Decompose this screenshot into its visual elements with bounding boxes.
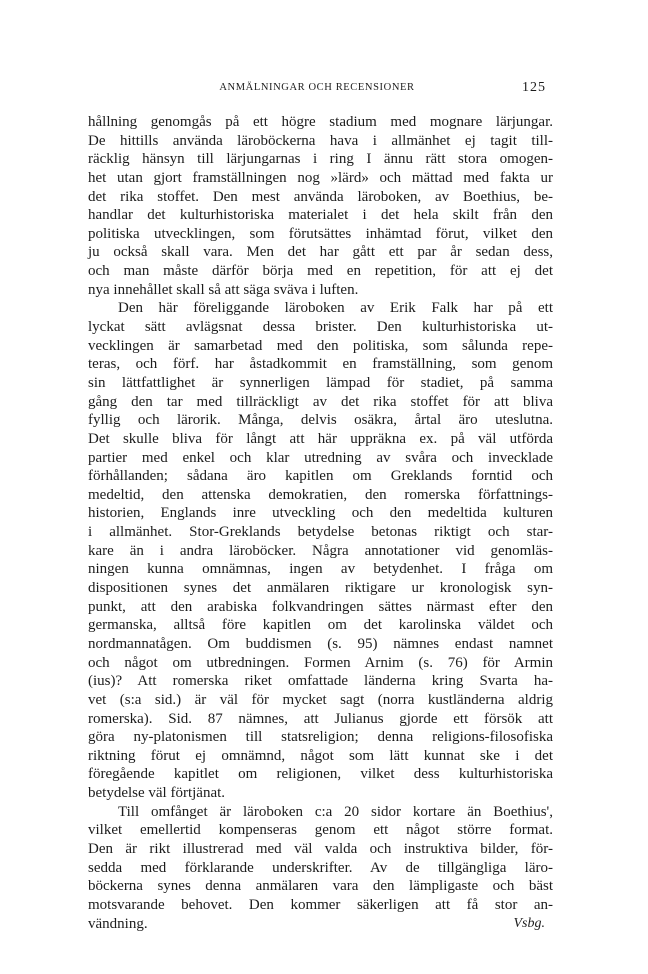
body-text bbox=[88, 113, 553, 933]
reviewer-signature: Vsbg. bbox=[513, 915, 545, 931]
text-line: motsvarande behovet. Den kommer säkerligen att få stor an- bbox=[88, 896, 553, 913]
text-line: het utan gjort framställningen nog »lärd» och mättad med fakta ur bbox=[88, 169, 553, 186]
text-line: lyckat sätt avlägsnat dessa brister. Den kulturhistoriska ut- bbox=[88, 319, 553, 336]
text-line: partier med enkel och klar utredning av svåra och invecklade bbox=[88, 449, 553, 466]
text-line-final: vändning. bbox=[88, 915, 148, 932]
text-line: och något om utbredningen. Formen Arnim (s. 76) för Armin bbox=[88, 654, 553, 671]
text-line: sedda med förklarande underskrifter. Av de tillgängliga läro- bbox=[88, 859, 553, 876]
text-line: vilket emellertid kompenseras genom ett något större format. bbox=[88, 822, 553, 839]
text-line: teras, och förf. har åstadkommit en framställning, som genom bbox=[88, 356, 553, 373]
text-line: hållning genomgås på ett högre stadium med mognare lärjungar. bbox=[88, 114, 553, 130]
text-line: punkt, att den arabiska folkvandringen sättes närmast efter den bbox=[88, 598, 553, 615]
text-line: nya innehållet skall så att säga sväva i luften. bbox=[88, 281, 359, 298]
text-line: germanska, alltså före kapitlen om det karolinska väldet och bbox=[88, 617, 553, 634]
text-line: sin lättfattlighet är synnerligen lämpad för stadiet, på samma bbox=[88, 374, 553, 391]
text-line: vecklingen är samarbetad med den politiska, som sålunda repe- bbox=[88, 337, 553, 354]
text-line: gång den tar med tillräckligt av det rika stoffet för att bliva bbox=[88, 393, 553, 410]
text-line: göra ny-platonismen till statsreligion; denna religions-filosofiska bbox=[88, 729, 553, 746]
text-line: Det skulle bliva för långt att här uppräkna ex. på väl utförda bbox=[88, 430, 553, 447]
text-line: förhållanden; sådana äro kapitlen om Greklands forntid och bbox=[88, 468, 553, 485]
text-line: kare än i andra läroböcker. Några annotationer vid genomläs- bbox=[88, 542, 553, 559]
text-line: riktning förut ej omnämnd, något som lätt kunnat ske i det bbox=[88, 747, 553, 764]
text-line: nordmannatågen. Om buddismen (s. 95) nämnes endast namnet bbox=[88, 635, 553, 652]
text-line: (ius)? Att romerska riket omfattade länderna kring Svarta ha- bbox=[88, 673, 553, 690]
text-line: dispositionen synes det anmälaren riktigare ur kronologisk syn- bbox=[88, 580, 553, 597]
text-line: romerska). Sid. 87 nämnes, att Julianus gjorde ett försök att bbox=[88, 710, 553, 727]
text-line: fyllig och lärorik. Många, delvis osäkra, årtal äro uteslutna. bbox=[88, 412, 553, 429]
running-title: ANMÄLNINGAR OCH RECENSIONER bbox=[219, 82, 415, 93]
text-line: Den här föreliggande läroboken av Erik Falk har på ett bbox=[118, 300, 553, 317]
text-line: betydelse väl förtjänat. bbox=[88, 785, 226, 802]
text-line: politiska utvecklingen, som förutsättes inhämtad förut, vilket den bbox=[88, 225, 553, 242]
text-line: Den är rikt illustrerad med väl valda och instruktiva bilder, för- bbox=[88, 840, 553, 857]
text-line: i allmänhet. Stor-Greklands betydelse betonas riktigt och star- bbox=[88, 524, 553, 541]
text-line: det rika stoffet. Den mest använda läroboken, av Boethius, be- bbox=[88, 188, 553, 205]
text-line: historien, Englands inre utveckling och den medeltida kulturen bbox=[88, 505, 553, 522]
text-line: Till omfånget är läroboken c:a 20 sidor kortare än Boethius', bbox=[118, 803, 553, 820]
text-line bbox=[88, 915, 553, 934]
text-line: ju också skall vara. Men det har gått ett par år sedan dess, bbox=[88, 244, 553, 261]
text-line: De hittills använda läroböckerna hava i allmänhet ej tagit till- bbox=[88, 132, 553, 149]
text-line: vet (s:a sid.) är väl för mycket sagt (norra kustländerna aldrig bbox=[88, 691, 553, 708]
text-line: handlar det kulturhistoriska materialet i det hela skilt från den bbox=[88, 207, 553, 224]
text-line: föregående kapitlet om religionen, vilket dess kulturhistoriska bbox=[88, 766, 553, 783]
page-number: 125 bbox=[522, 80, 546, 95]
text-line: medeltid, den attenska demokratien, den romerska författnings- bbox=[88, 486, 553, 503]
text-line: böckerna synes denna anmälaren vara den lämpligaste och bäst bbox=[88, 878, 553, 895]
text-line: ningen kunna omnämnas, ingen av betydenhet. I fråga om bbox=[88, 561, 553, 578]
text-line: och man måste därför börja med en repetition, för att ej det bbox=[88, 263, 553, 280]
text-line: räcklig hänsyn till lärjungarnas i ring I ännu rätt stora omogen- bbox=[88, 151, 553, 168]
page-header bbox=[88, 80, 546, 100]
